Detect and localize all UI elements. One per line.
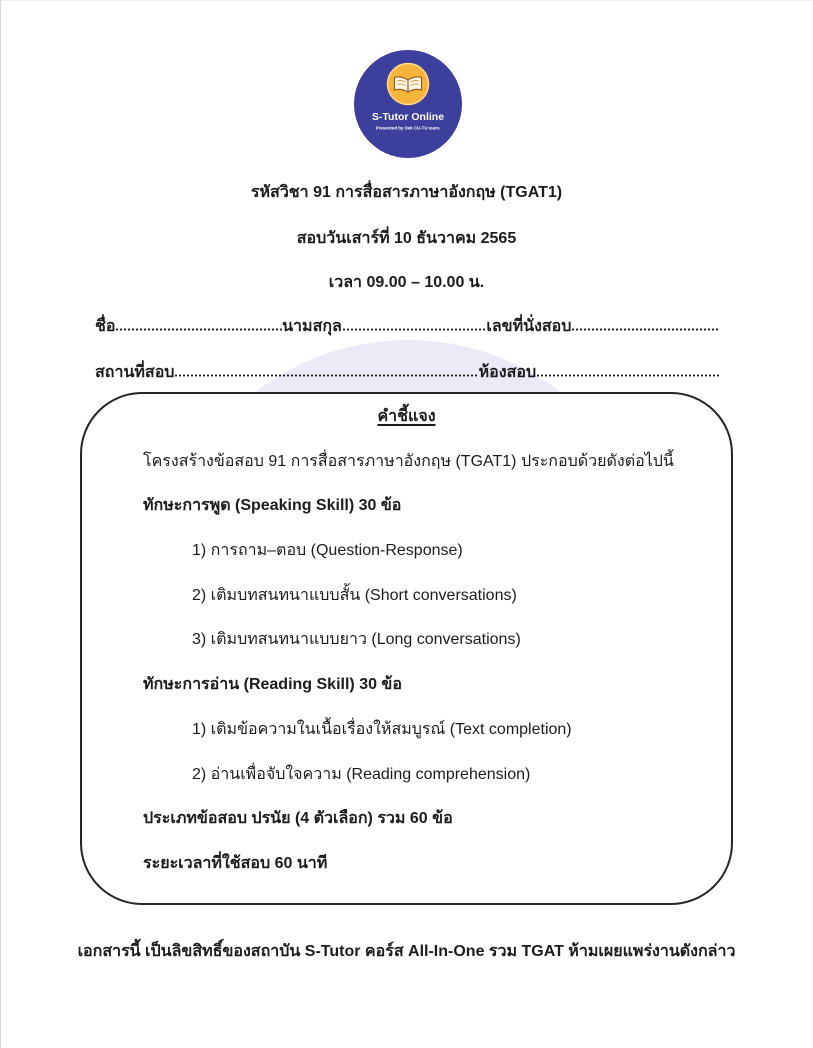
- first-name-label: ชื่อ: [95, 318, 116, 335]
- last-name-label: นามสกุล: [282, 318, 342, 335]
- exam-venue-row: [95, 361, 720, 385]
- list-item: 2) อ่านเพื่อจับใจความ (Reading comprehension): [192, 765, 531, 783]
- instructions-content: [82, 394, 731, 887]
- instructions-heading-text: คำชี้แจง: [377, 408, 436, 425]
- venue-blank: [174, 374, 478, 377]
- venue-label: สถานที่สอบ: [95, 364, 175, 381]
- instructions-box: [80, 392, 733, 905]
- logo-tagline: Presented by Dek CU-TU team.: [375, 125, 441, 131]
- copyright-notice: เอกสารนี้ เป็นลิขสิทธิ์ของสถาบัน S-Tutor คอร์ส All-In-One รวม TGAT ห้ามเผยแพร่งานดังกล่าว: [77, 943, 736, 960]
- exam-time: เวลา 09.00 – 10.00 น.: [328, 274, 485, 291]
- room-blank: [536, 374, 720, 377]
- section-title-reading: ทักษะการอ่าน (Reading Skill) 30 ข้อ: [143, 676, 402, 694]
- instructions-intro: โครงสร้างข้อสอบ 91 การสื่อสารภาษาอังกฤษ (TGAT1) ประกอบด้วยดังต่อไปนี้: [143, 452, 674, 470]
- exam-type: ประเภทข้อสอบ ปรนัย (4 ตัวเลือก) รวม 60 ข้อ: [143, 810, 453, 828]
- exam-duration: ระยะเวลาที่ใช้สอบ 60 นาที: [143, 854, 328, 872]
- logo-name: S-Tutor Online: [371, 111, 445, 123]
- list-item: 1) การถาม–ตอบ (Question-Response): [192, 542, 463, 560]
- subject-title: รหัสวิชา 91 การสื่อสารภาษาอังกฤษ (TGAT1): [250, 184, 563, 201]
- exam-date: สอบวันเสาร์ที่ 10 ธันวาคม 2565: [296, 230, 517, 247]
- seat-number-blank: [571, 328, 720, 331]
- first-name-blank: [115, 328, 282, 331]
- list-item: 3) เติมบทสนทนาแบบยาว (Long conversations): [192, 631, 521, 649]
- instructions-heading: [82, 395, 731, 440]
- logo: [354, 50, 462, 158]
- last-name-blank: [342, 328, 487, 331]
- room-label: ห้องสอบ: [478, 364, 537, 381]
- list-item: 2) เติมบทสนทนาแบบสั้น (Short conversations): [192, 586, 517, 604]
- candidate-name-row: [95, 315, 720, 339]
- seat-number-label: เลขที่นั่งสอบ: [486, 318, 572, 335]
- section-title-speaking: ทักษะการพูด (Speaking Skill) 30 ข้อ: [143, 497, 402, 515]
- list-item: 1) เติมข้อความในเนื้อเรื่องให้สมบูรณ์ (Text completion): [192, 720, 572, 738]
